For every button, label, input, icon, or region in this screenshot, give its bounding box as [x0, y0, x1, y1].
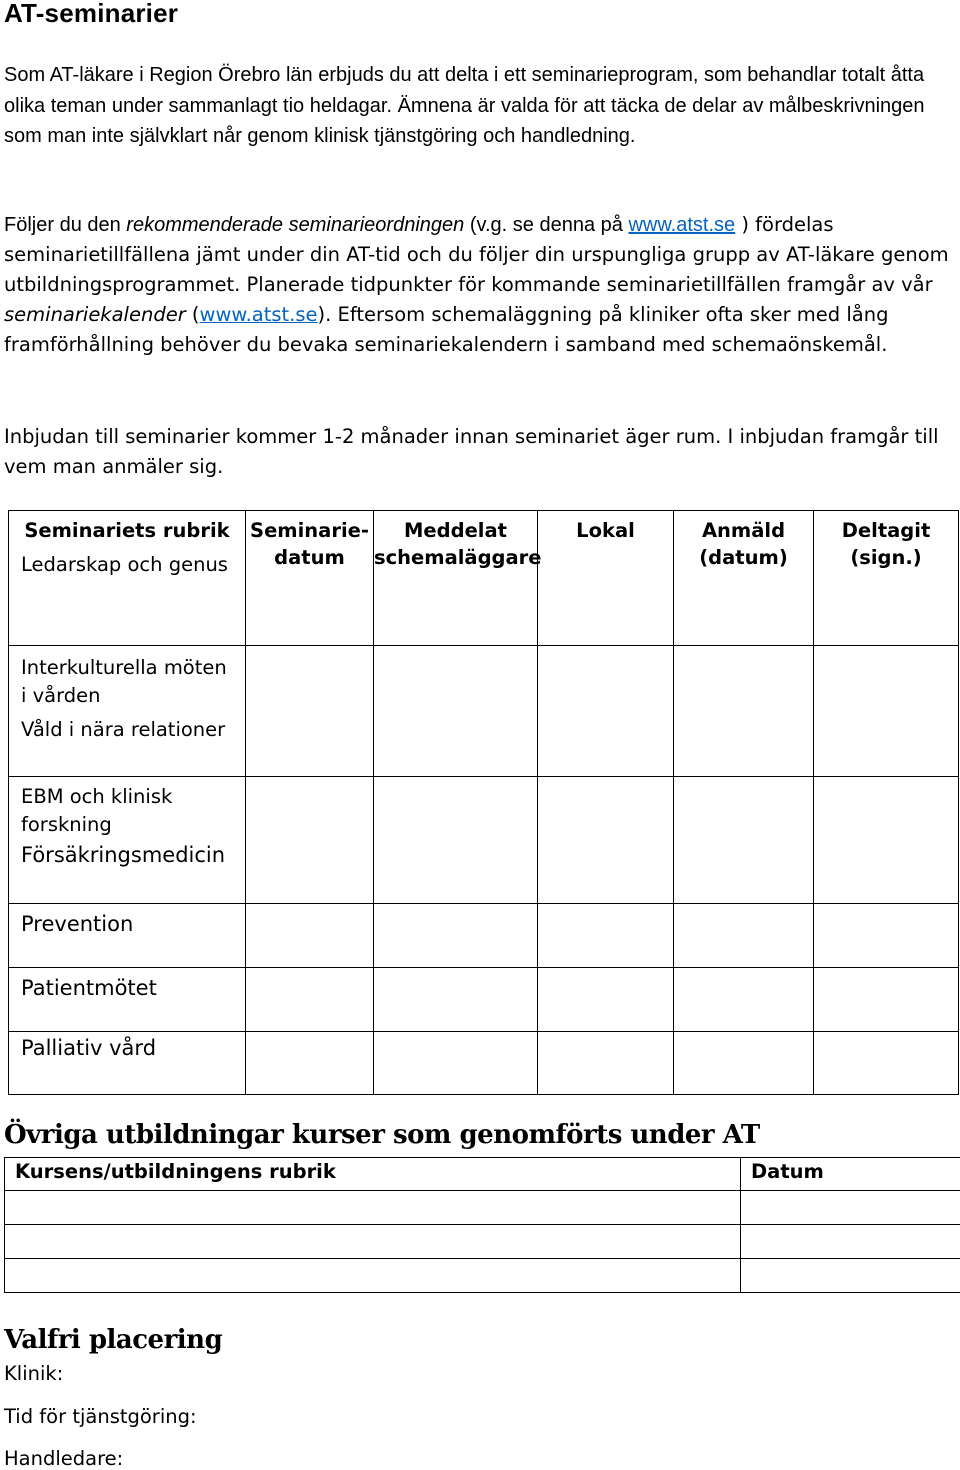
attended-cell[interactable] — [814, 776, 959, 903]
other-courses-heading: Övriga utbildningar kurser som genomförts under AT — [4, 1120, 760, 1150]
course-date-cell[interactable] — [741, 1225, 960, 1259]
table-row — [9, 967, 959, 1031]
date-cell[interactable] — [246, 967, 374, 1031]
attended-cell[interactable] — [814, 645, 959, 776]
scheduler-cell[interactable] — [374, 903, 538, 967]
seminar-topic-cell — [9, 1031, 246, 1094]
seminar-topic-cell — [9, 547, 246, 645]
scheduler-cell[interactable] — [374, 1031, 538, 1094]
date-cell[interactable] — [246, 903, 374, 967]
seminar-topic: EBM och klinisk forskning — [21, 784, 173, 836]
table-row — [9, 1031, 959, 1094]
klinik-label: Klinik: — [4, 1362, 64, 1385]
registered-cell[interactable] — [674, 967, 814, 1031]
header-date: Datum — [741, 1158, 960, 1191]
location-cell[interactable] — [538, 645, 674, 776]
header-deltagit — [814, 511, 959, 646]
registered-cell[interactable] — [674, 776, 814, 903]
header-anmald-text: Anmäld (datum) — [699, 519, 788, 569]
location-cell[interactable] — [538, 776, 674, 903]
seminar-topic-cell — [9, 776, 246, 903]
header-seminariedatum-text: Seminarie- datum — [250, 519, 369, 569]
attended-cell[interactable] — [814, 1031, 959, 1094]
course-title-cell[interactable] — [5, 1225, 741, 1259]
date-cell[interactable] — [246, 776, 374, 903]
header-lokal — [538, 511, 674, 646]
atst-link[interactable]: www.atst.se — [628, 214, 736, 236]
para2-text: ) fördelas seminarietillfällena jämt under din AT-tid och du följer din urspungliga grupp av AT-läkare genom utbildningsprogrammet. Planerade tidpunkter för kommande seminarietillfällen framgår av vår — [4, 213, 949, 296]
seminar-topic: Våld i nära relationer — [21, 717, 226, 741]
table-row — [9, 645, 959, 776]
para2-text: Följer du den — [4, 214, 127, 236]
table-header-row — [9, 511, 959, 548]
page-title: AT-seminarier — [4, 0, 179, 28]
course-date-cell[interactable] — [741, 1191, 960, 1225]
header-course-title: Kursens/utbildningens rubrik — [5, 1158, 741, 1191]
seminar-topic: Prevention — [21, 911, 134, 936]
para2-text: (v.g. se denna på — [464, 214, 629, 236]
course-title-cell[interactable] — [5, 1259, 741, 1293]
registered-cell[interactable] — [674, 645, 814, 776]
intro-paragraph: Som AT-läkare i Region Örebro län erbjuds du att delta i ett seminarieprogram, som behandlar totalt åtta olika teman under sammanlagt tio heldagar. Ämnena är valda för att täcka de delar av målbeskrivningen som man inte självklart når genom klinisk tjänstgöring och handledning. — [4, 64, 925, 147]
seminar-topic: Försäkringsmedicin — [21, 842, 226, 867]
scheduler-cell[interactable] — [374, 967, 538, 1031]
scheduler-cell[interactable] — [374, 645, 538, 776]
valfri-placering-heading: Valfri placering — [4, 1325, 223, 1355]
registered-cell[interactable] — [674, 903, 814, 967]
seminar-topic: Interkulturella möten i vården — [21, 655, 227, 707]
para2-text: ( — [185, 303, 200, 326]
location-cell[interactable] — [538, 903, 674, 967]
attended-cell[interactable] — [814, 903, 959, 967]
seminar-topic-cell — [9, 967, 246, 1031]
header-seminariedatum — [246, 511, 374, 646]
table-row — [9, 776, 959, 903]
seminar-calendar-italic: seminariekalender — [4, 303, 186, 326]
para2-text: ). Eftersom schemaläggning på kliniker ofta sker med lång framförhållning behöver du bevaka seminariekalendern i samband med schemaönskemål. — [4, 303, 889, 356]
date-cell[interactable] — [246, 645, 374, 776]
seminar-topic-cell — [9, 903, 246, 967]
course-date-cell[interactable] — [741, 1259, 960, 1293]
registered-cell[interactable] — [674, 1031, 814, 1094]
header-deltagit-text: Deltagit (sign.) — [841, 519, 931, 569]
course-title-cell[interactable] — [5, 1191, 741, 1225]
date-cell[interactable] — [246, 1031, 374, 1094]
seminar-topic: Palliativ vård — [21, 1035, 157, 1060]
seminar-topic: Ledarskap och genus — [21, 553, 228, 576]
header-meddelat-text: Meddelat schemaläggare — [374, 519, 542, 569]
table-row — [5, 1191, 960, 1225]
seminar-topic: Patientmötet — [21, 975, 157, 1000]
table-row — [9, 903, 959, 967]
table-row — [5, 1225, 960, 1259]
location-cell[interactable] — [538, 1031, 674, 1094]
scheduler-cell[interactable] — [374, 776, 538, 903]
invitation-paragraph: Inbjudan till seminarier kommer 1-2 månader innan seminariet äger rum. I inbjudan framgår till vem man anmäler sig. — [4, 425, 939, 478]
other-courses-table — [4, 1157, 960, 1293]
atst-link[interactable]: www.atst.se — [199, 303, 318, 326]
table-row — [5, 1259, 960, 1293]
table-header-row — [5, 1158, 960, 1191]
header-anmald — [674, 511, 814, 646]
seminar-table — [8, 510, 959, 1095]
handledare-label: Handledare: — [4, 1447, 124, 1470]
location-cell[interactable] — [538, 967, 674, 1031]
ordning-paragraph — [4, 210, 954, 360]
tid-label: Tid för tjänstgöring: — [4, 1405, 197, 1428]
attended-cell[interactable] — [814, 967, 959, 1031]
header-rubrik: Seminariets rubrik — [9, 511, 246, 548]
recommended-order-italic: rekommenderade seminarieordningen — [126, 214, 465, 236]
seminar-topic-cell — [9, 645, 246, 776]
header-meddelat — [374, 511, 542, 646]
header-lokal-text: Lokal — [576, 519, 635, 542]
